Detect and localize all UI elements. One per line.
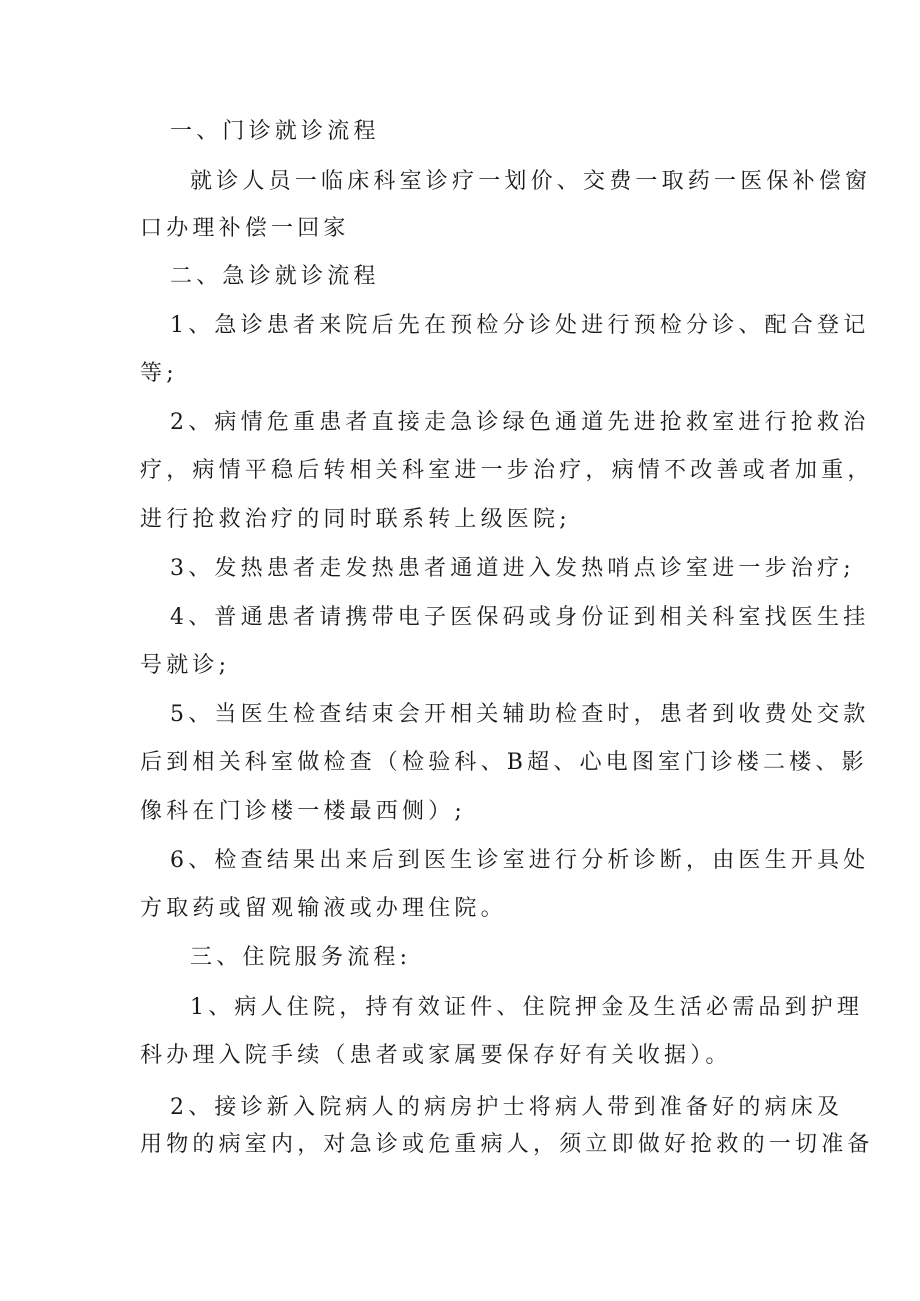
paragraph-line: 就诊人员一临床科室诊疗一划价、交费一取药一医保补偿窗 — [190, 169, 872, 194]
paragraph-line: 6、检查结果出来后到医生诊室进行分析诊断，由医生开具处 — [170, 848, 870, 873]
paragraph-line: 4、普通患者请携带电子医保码或身份证到相关科室找医生挂 — [170, 605, 870, 630]
paragraph-line: 疗，病情平稳后转相关科室进一步治疗，病情不改善或者加重， — [140, 458, 874, 483]
paragraph-line: 后到相关科室做检查（检验科、B超、心电图室门诊楼二楼、影 — [140, 750, 868, 775]
paragraph-line: 方取药或留观输液或办理住院。 — [140, 896, 507, 921]
section-heading-outpatient: 一、门诊就诊流程 — [170, 119, 380, 144]
paragraph-line: 2、接诊新入院病人的病房护士将病人带到准备好的病床及 — [170, 1095, 844, 1120]
paragraph-line: 进行抢救治疗的同时联系转上级医院; — [140, 507, 571, 532]
paragraph-line: 1、急诊患者来院后先在预检分诊处进行预检分诊、配合登记 — [170, 313, 870, 338]
paragraph-line: 号就诊; — [140, 653, 231, 678]
paragraph-line: 5、当医生检查结束会开相关辅助检查时，患者到收费处交款 — [170, 702, 870, 727]
paragraph-line: 1、病人住院，持有效证件、住院押金及生活必需品到护理 — [190, 995, 864, 1020]
paragraph-line: 用物的病室内，对急诊或危重病人，须立即做好抢救的一切准备 — [140, 1132, 874, 1157]
paragraph-line: 3、发热患者走发热患者通道进入发热哨点诊室进一步治疗; — [170, 556, 855, 581]
paragraph-line: 等; — [140, 361, 178, 386]
paragraph-line: 像科在门诊楼一楼最西侧）; — [140, 799, 467, 824]
paragraph-line: 2、病情危重患者直接走急诊绿色通道先进抢救室进行抢救治 — [170, 410, 870, 435]
paragraph-line: 口办理补偿一回家 — [140, 216, 350, 241]
paragraph-line: 科办理入院手续（患者或家属要保存好有关收据）。 — [140, 1043, 732, 1068]
section-heading-emergency: 二、急诊就诊流程 — [170, 264, 380, 289]
section-heading-inpatient: 三、住院服务流程: — [190, 945, 412, 970]
